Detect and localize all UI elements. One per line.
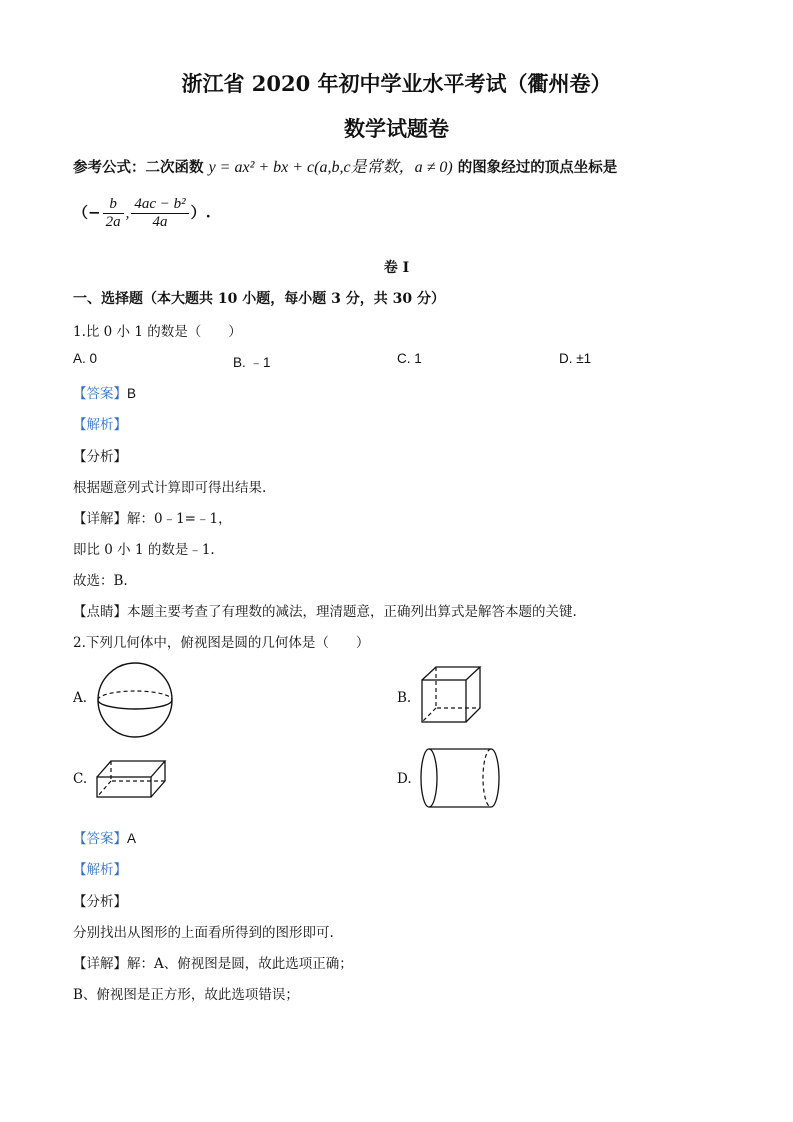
q1-fenxi-text: 根据题意列式计算即可得出结果. xyxy=(73,480,267,496)
q2-fenxi-text: 分别找出从图形的上面看所得到的图形即可. xyxy=(73,925,334,941)
answer-tag: 【答案】 xyxy=(73,831,127,847)
sphere-icon xyxy=(95,660,177,740)
q2-option-c-label: C. xyxy=(73,771,88,787)
q1-option-c: C. 1 xyxy=(397,351,422,366)
q1-detail: 【详解】解：0﹣1=﹣1， xyxy=(73,511,232,527)
cylinder-icon xyxy=(418,745,504,813)
q2-answer-line xyxy=(73,827,136,847)
q2-option-a-label: A. xyxy=(73,690,88,706)
page-subtitle: 数学试题卷 xyxy=(344,116,449,141)
q2-answer: A xyxy=(127,831,137,846)
q1-comment: 【点睛】本题主要考查了有理数的减法，理清题意，正确列出算式是解答本题的关键. xyxy=(73,604,577,620)
page-title: 浙江省 2020 年初中学业水平考试（衢州卷） xyxy=(181,71,612,96)
q1-option-a: A. 0 xyxy=(73,351,98,366)
q1-analysis-tag: 【解析】 xyxy=(73,417,127,433)
q2-option-d-label: D. xyxy=(397,771,412,787)
fraction-numerator: 4ac − b² xyxy=(131,196,188,214)
formula-line xyxy=(73,154,617,177)
q1-answer: B xyxy=(127,386,137,401)
q1-answer-line xyxy=(73,382,136,402)
vertex-comma: , xyxy=(125,205,130,222)
q2-stem: 2.下列几何体中，俯视图是圆的几何体是（ ） xyxy=(73,635,370,651)
vertex-close: ）. xyxy=(190,203,211,222)
fraction-numerator: b xyxy=(103,196,124,214)
cube-icon xyxy=(418,662,488,726)
q2-analysis-tag: 【解析】 xyxy=(73,862,127,878)
answer-tag: 【答案】 xyxy=(73,386,127,402)
cuboid-icon xyxy=(93,757,171,801)
fraction-denominator: 4a xyxy=(152,214,168,230)
q1-option-d: D. ±1 xyxy=(559,351,592,366)
q1-fenxi-tag: 【分析】 xyxy=(73,449,127,465)
fraction-b-over-2a xyxy=(103,196,124,231)
formula-suffix: 的图象经过的顶点坐标是 xyxy=(457,159,618,176)
fraction-4ac-minus-b2-over-4a xyxy=(131,196,188,231)
q2-detail: 【详解】解：A、俯视图是圆，故此选项正确； xyxy=(73,956,353,972)
q1-stem: 1.比 0 小 1 的数是（ ） xyxy=(73,324,242,340)
q2-fenxi-tag: 【分析】 xyxy=(73,894,127,910)
q2-option-b-label: B. xyxy=(397,690,412,706)
q1-detail-line2: 即比 0 小 1 的数是﹣1. xyxy=(73,542,215,558)
fraction-denominator: 2a xyxy=(105,214,121,230)
formula-prefix: 参考公式：二次函数 xyxy=(73,159,204,176)
section-heading: 一、选择题（本大题共 10 小题，每小题 3 分，共 30 分） xyxy=(73,291,445,307)
volume-label: 卷 I xyxy=(383,260,410,276)
vertex-open: （− xyxy=(73,203,101,222)
q2-detail-line2: B、俯视图是正方形，故此选项错误； xyxy=(73,987,299,1003)
q1-option-b: B. ﹣1 xyxy=(233,355,271,370)
formula-expression: y = ax² + bx + c(a,b,c是常数，a ≠ 0) xyxy=(208,159,453,176)
vertex-formula xyxy=(73,196,211,231)
q1-choice: 故选：B. xyxy=(73,573,128,589)
